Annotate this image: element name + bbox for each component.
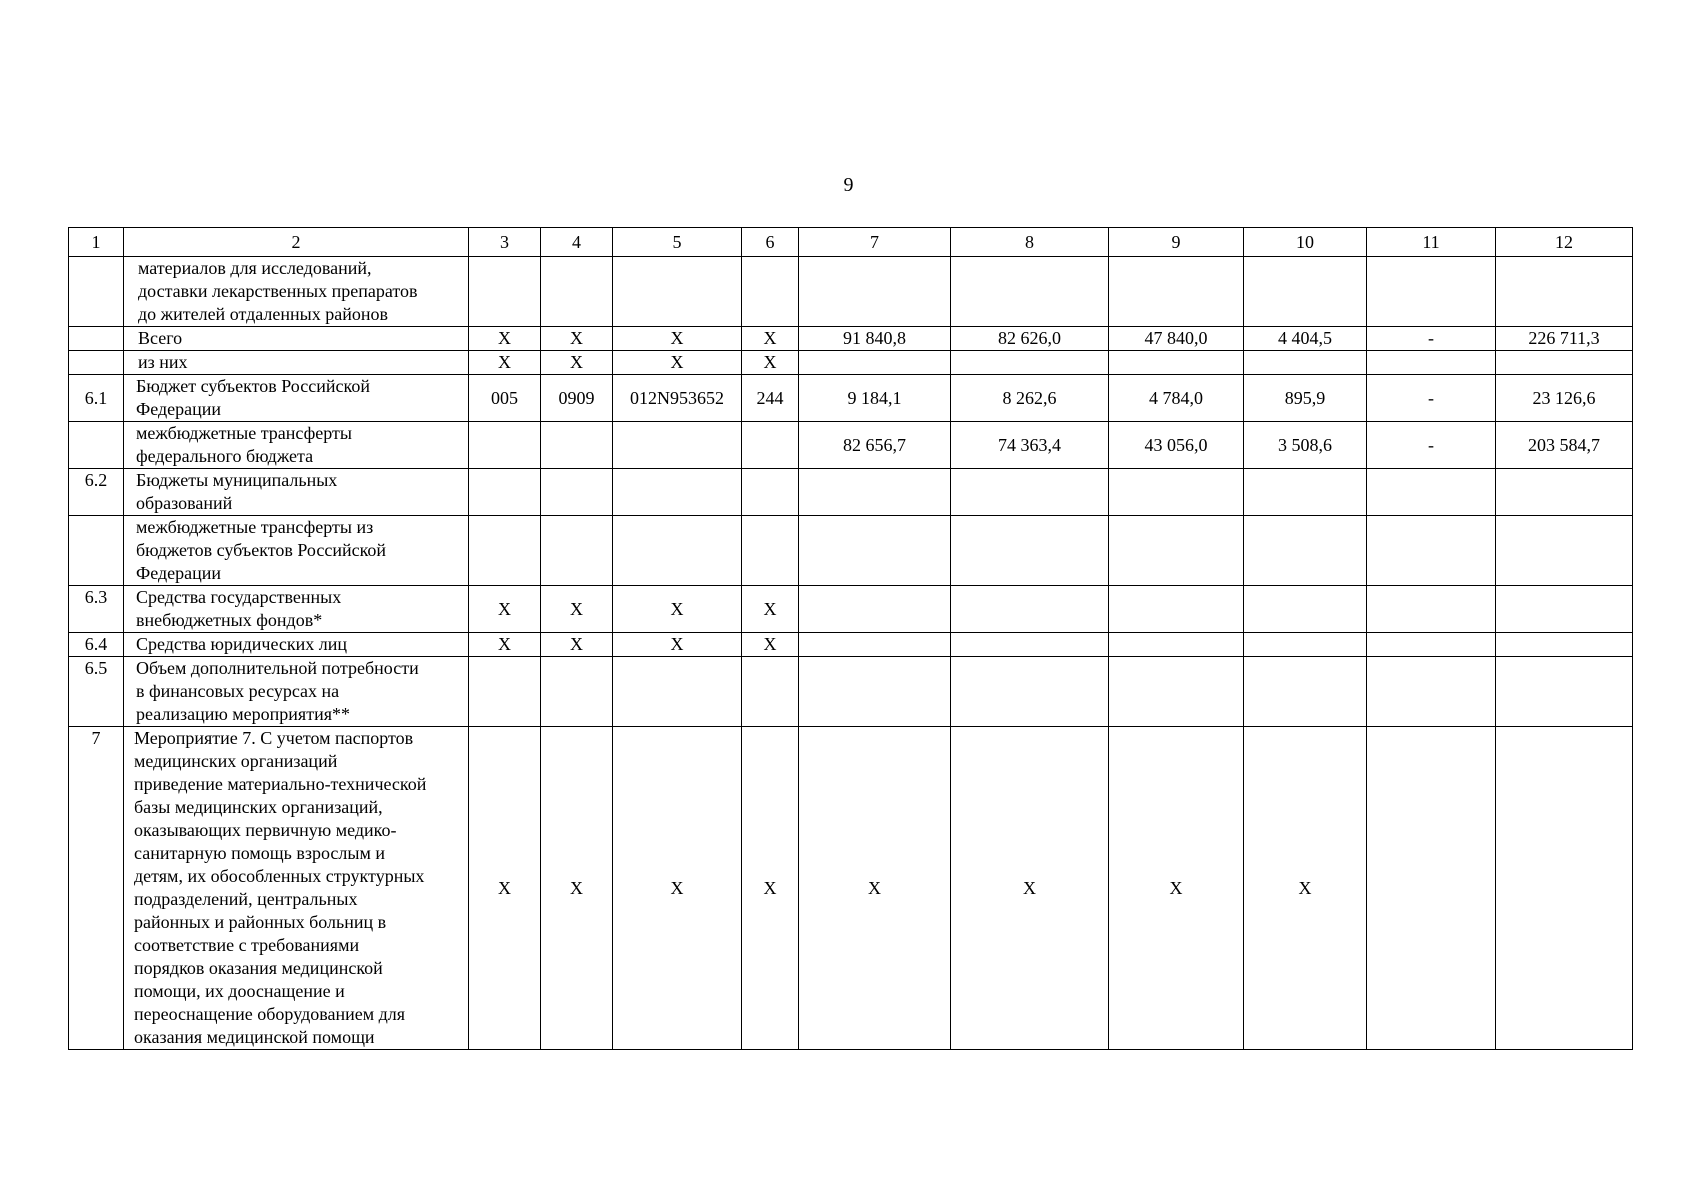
- value-cell: [1367, 351, 1496, 375]
- value-cell: X: [742, 327, 799, 351]
- value-cell: [1496, 657, 1633, 727]
- value-cell: [1244, 516, 1367, 586]
- value-cell: 9 184,1: [799, 375, 951, 422]
- table-row: [69, 657, 1633, 727]
- column-header: 8: [951, 228, 1109, 257]
- value-cell: [1367, 257, 1496, 327]
- value-cell: X: [613, 327, 742, 351]
- table-row: [69, 257, 1633, 327]
- value-cell: 47 840,0: [1109, 327, 1244, 351]
- value-cell: [1109, 257, 1244, 327]
- row-number-cell: 6.5: [69, 657, 124, 727]
- value-cell: X: [541, 727, 613, 1050]
- value-cell: [1496, 586, 1633, 633]
- value-cell: [951, 516, 1109, 586]
- table-row: [69, 586, 1633, 633]
- value-cell: 005: [469, 375, 541, 422]
- value-cell: -: [1367, 327, 1496, 351]
- value-cell: [1244, 633, 1367, 657]
- row-number-cell: [69, 257, 124, 327]
- value-cell: [1367, 469, 1496, 516]
- row-name-cell: Средства государственных внебюджетных фондов*: [124, 586, 469, 633]
- value-cell: [951, 633, 1109, 657]
- column-header: 10: [1244, 228, 1367, 257]
- row-name-cell: Бюджеты муниципальных образований: [124, 469, 469, 516]
- value-cell: [1367, 516, 1496, 586]
- value-cell: 23 126,6: [1496, 375, 1633, 422]
- column-header: 3: [469, 228, 541, 257]
- table-row: [69, 633, 1633, 657]
- table-row: [69, 351, 1633, 375]
- value-cell: [1496, 727, 1633, 1050]
- value-cell: X: [951, 727, 1109, 1050]
- value-cell: 3 508,6: [1244, 422, 1367, 469]
- table-row: [69, 327, 1633, 351]
- value-cell: [469, 257, 541, 327]
- value-cell: [613, 257, 742, 327]
- row-number-cell: [69, 327, 124, 351]
- value-cell: X: [742, 351, 799, 375]
- value-cell: [1244, 586, 1367, 633]
- value-cell: 4 404,5: [1244, 327, 1367, 351]
- value-cell: X: [613, 586, 742, 633]
- table-row: [69, 422, 1633, 469]
- value-cell: [613, 422, 742, 469]
- value-cell: X: [541, 633, 613, 657]
- table-row: [69, 727, 1633, 1050]
- value-cell: [541, 257, 613, 327]
- column-header: 6: [742, 228, 799, 257]
- value-cell: [799, 257, 951, 327]
- value-cell: 91 840,8: [799, 327, 951, 351]
- value-cell: [541, 516, 613, 586]
- value-cell: [742, 257, 799, 327]
- column-header: 5: [613, 228, 742, 257]
- value-cell: [1367, 586, 1496, 633]
- value-cell: [1109, 586, 1244, 633]
- value-cell: [1109, 633, 1244, 657]
- value-cell: [1496, 351, 1633, 375]
- value-cell: [469, 422, 541, 469]
- value-cell: X: [742, 727, 799, 1050]
- value-cell: [799, 657, 951, 727]
- value-cell: X: [541, 586, 613, 633]
- value-cell: X: [469, 633, 541, 657]
- value-cell: -: [1367, 375, 1496, 422]
- value-cell: [799, 516, 951, 586]
- value-cell: [1496, 633, 1633, 657]
- value-cell: X: [742, 633, 799, 657]
- value-cell: [951, 351, 1109, 375]
- row-name-cell: межбюджетные трансферты из бюджетов субъектов Российской Федерации: [124, 516, 469, 586]
- budget-table: [68, 227, 1633, 1050]
- row-name-cell: Объем дополнительной потребности в финансовых ресурсах на реализацию мероприятия**: [124, 657, 469, 727]
- value-cell: [742, 516, 799, 586]
- value-cell: 012N953652: [613, 375, 742, 422]
- value-cell: X: [469, 586, 541, 633]
- value-cell: X: [469, 727, 541, 1050]
- table-row: [69, 516, 1633, 586]
- value-cell: [951, 586, 1109, 633]
- value-cell: X: [1244, 727, 1367, 1050]
- value-cell: [1109, 469, 1244, 516]
- value-cell: [742, 469, 799, 516]
- value-cell: 895,9: [1244, 375, 1367, 422]
- value-cell: [541, 469, 613, 516]
- value-cell: [1109, 516, 1244, 586]
- value-cell: [469, 657, 541, 727]
- value-cell: [1496, 469, 1633, 516]
- row-number-cell: 6.4: [69, 633, 124, 657]
- header-row: [69, 228, 1633, 257]
- value-cell: [742, 657, 799, 727]
- column-header: 7: [799, 228, 951, 257]
- value-cell: [613, 516, 742, 586]
- row-number-cell: 6.2: [69, 469, 124, 516]
- page-number: 9: [843, 174, 854, 196]
- value-cell: [1367, 633, 1496, 657]
- value-cell: [541, 422, 613, 469]
- value-cell: 74 363,4: [951, 422, 1109, 469]
- value-cell: 4 784,0: [1109, 375, 1244, 422]
- row-name-cell: Бюджет субъектов Российской Федерации: [124, 375, 469, 422]
- value-cell: [799, 633, 951, 657]
- value-cell: 0909: [541, 375, 613, 422]
- value-cell: X: [742, 586, 799, 633]
- value-cell: X: [613, 633, 742, 657]
- value-cell: [1244, 657, 1367, 727]
- column-header: 1: [69, 228, 124, 257]
- row-name-cell: межбюджетные трансферты федерального бюджета: [124, 422, 469, 469]
- value-cell: 43 056,0: [1109, 422, 1244, 469]
- value-cell: 82 656,7: [799, 422, 951, 469]
- value-cell: [799, 469, 951, 516]
- value-cell: [1244, 469, 1367, 516]
- row-name-cell: Мероприятие 7. С учетом паспортов медицинских организаций приведение материально-технической базы медицинских организаций, оказывающих первичную медико- санитарную помощь взрослым и детям, их обособленных структурных подразделений, центральных районных и районных больниц в соответствие с требованиями порядков оказания медицинской помощи, их дооснащение и переоснащение оборудованием для оказания медицинской помощи: [124, 727, 469, 1050]
- row-name-cell: Всего: [124, 327, 469, 351]
- column-header: 2: [124, 228, 469, 257]
- table-row: [69, 375, 1633, 422]
- value-cell: [1109, 351, 1244, 375]
- column-header: 11: [1367, 228, 1496, 257]
- row-name-cell: материалов для исследований, доставки лекарственных препаратов до жителей отдаленных районов: [124, 257, 469, 327]
- value-cell: [799, 586, 951, 633]
- value-cell: 8 262,6: [951, 375, 1109, 422]
- value-cell: [1367, 727, 1496, 1050]
- table-row: [69, 469, 1633, 516]
- value-cell: [541, 657, 613, 727]
- value-cell: X: [469, 351, 541, 375]
- value-cell: [1244, 257, 1367, 327]
- value-cell: 244: [742, 375, 799, 422]
- value-cell: [951, 657, 1109, 727]
- row-number-cell: [69, 516, 124, 586]
- value-cell: X: [613, 351, 742, 375]
- row-number-cell: 6.3: [69, 586, 124, 633]
- value-cell: [469, 516, 541, 586]
- value-cell: [742, 422, 799, 469]
- row-number-cell: 6.1: [69, 375, 124, 422]
- column-header: 4: [541, 228, 613, 257]
- value-cell: [613, 469, 742, 516]
- value-cell: [1244, 351, 1367, 375]
- value-cell: [1367, 657, 1496, 727]
- value-cell: X: [541, 351, 613, 375]
- row-number-cell: [69, 422, 124, 469]
- value-cell: [469, 469, 541, 516]
- value-cell: [1496, 516, 1633, 586]
- value-cell: [951, 469, 1109, 516]
- row-name-cell: из них: [124, 351, 469, 375]
- column-header: 9: [1109, 228, 1244, 257]
- value-cell: X: [799, 727, 951, 1050]
- value-cell: -: [1367, 422, 1496, 469]
- value-cell: [1496, 257, 1633, 327]
- value-cell: X: [469, 327, 541, 351]
- row-number-cell: [69, 351, 124, 375]
- value-cell: [613, 657, 742, 727]
- value-cell: [951, 257, 1109, 327]
- value-cell: 226 711,3: [1496, 327, 1633, 351]
- value-cell: 203 584,7: [1496, 422, 1633, 469]
- value-cell: X: [1109, 727, 1244, 1050]
- row-number-cell: 7: [69, 727, 124, 1050]
- value-cell: [799, 351, 951, 375]
- value-cell: 82 626,0: [951, 327, 1109, 351]
- row-name-cell: Средства юридических лиц: [124, 633, 469, 657]
- value-cell: X: [613, 727, 742, 1050]
- value-cell: [1109, 657, 1244, 727]
- column-header: 12: [1496, 228, 1633, 257]
- value-cell: X: [541, 327, 613, 351]
